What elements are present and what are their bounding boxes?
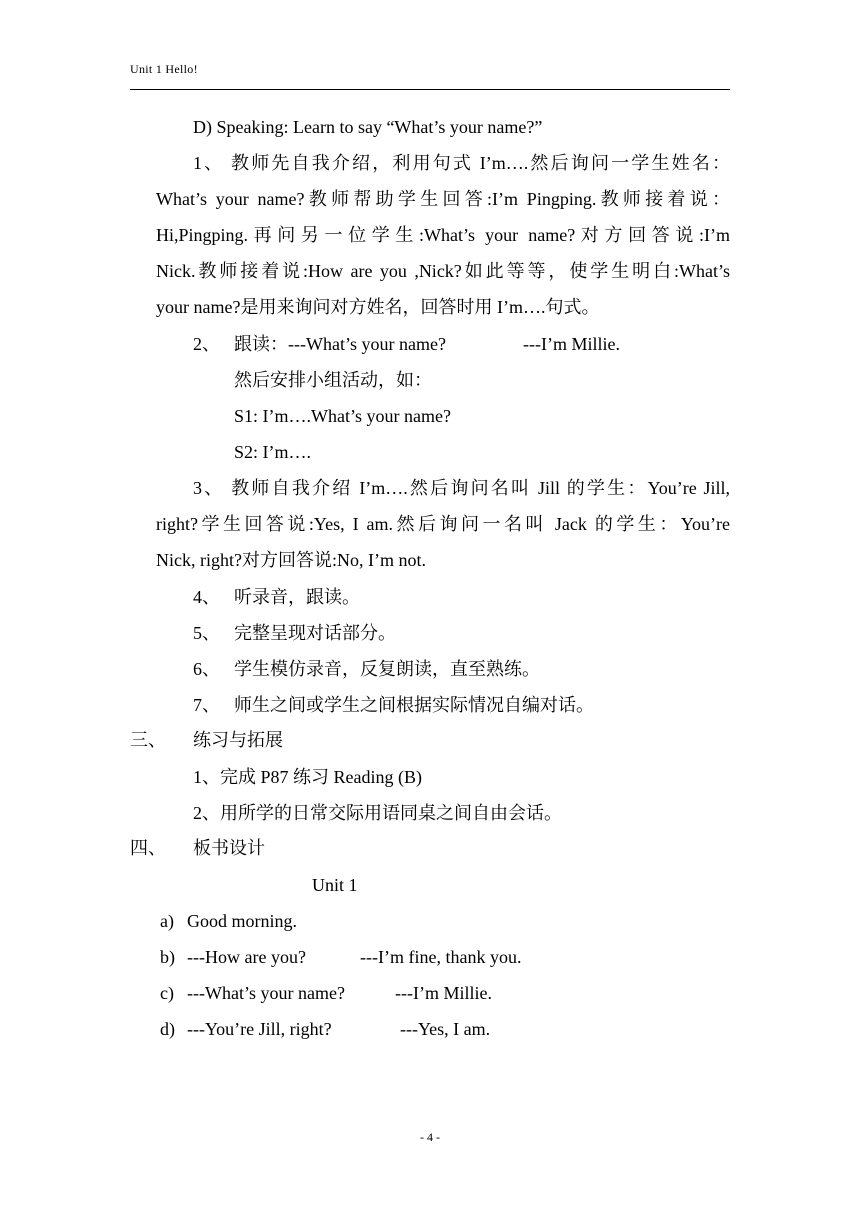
item7-number: 7、 <box>193 695 220 715</box>
item6-number: 6、 <box>193 659 220 679</box>
item4-number: 4、 <box>193 587 220 607</box>
item1-line5: your name?是用来询问对方姓名，回答时用 I’m….句式。 <box>156 297 600 317</box>
item1-line4: Nick.教师接着说:How are you ,Nick?如此等等，使学生明白:What’s <box>156 261 730 281</box>
speaking-heading: D) Speaking: Learn to say “What’s your name?” <box>193 117 543 137</box>
item1-line3: Hi,Pingping.再问另一位学生:What’s your name?对方回答说:I’m <box>156 225 730 245</box>
item5-text: 完整呈现对话部分。 <box>234 623 396 643</box>
item3-line3: Nick, right?对方回答说:No, I’m not. <box>156 550 426 570</box>
section3-number: 三、 <box>130 730 166 751</box>
item2-text: 跟读：---What’s your name? <box>234 334 446 354</box>
item3-line2: right?学生回答说:Yes, I am.然后询问一名叫 Jack 的学生：You’re <box>156 514 730 534</box>
page-number: - 4 - <box>420 1130 440 1144</box>
board-item-question: ---What’s your name? <box>187 983 345 1003</box>
board-item-answer: ---I’m fine, thank you. <box>360 947 522 967</box>
item2-sub-line3: S2: I’m…. <box>234 442 312 462</box>
item2-number: 2、 <box>193 334 220 354</box>
item2-sub-line1: 然后安排小组活动，如： <box>234 370 432 390</box>
board-item-question: ---You’re Jill, right? <box>187 1019 332 1039</box>
item6-text: 学生模仿录音，反复朗读，直至熟练。 <box>234 659 540 679</box>
board-item-answer: ---Yes, I am. <box>400 1019 491 1039</box>
board-item-answer: ---I’m Millie. <box>395 983 492 1003</box>
board-item-question: ---How are you? <box>187 947 306 967</box>
section3-item2: 2、用所学的日常交际用语同桌之间自由会话。 <box>193 803 562 823</box>
board-item-question: Good morning. <box>187 911 297 931</box>
item5-number: 5、 <box>193 623 220 643</box>
board-item-label: d) <box>160 1019 175 1039</box>
board-item-label: b) <box>160 947 175 967</box>
board-item-label: c) <box>160 983 174 1003</box>
item1-line1: 1、 教师先自我介绍，利用句式 I’m….然后询问一学生姓名： <box>193 153 730 173</box>
board-title: Unit 1 <box>312 875 358 895</box>
item2-sub-line2: S1: I’m….What’s your name? <box>234 406 451 426</box>
item7-text: 师生之间或学生之间根据实际情况自编对话。 <box>234 695 594 715</box>
section4-title: 板书设计 <box>193 838 265 859</box>
section3-title: 练习与拓展 <box>193 730 283 751</box>
running-header: Unit 1 Hello! <box>130 62 198 76</box>
header-rule <box>130 89 730 90</box>
item3-line1: 3、 教师自我介绍 I’m….然后询问名叫 Jill 的学生：You’re Jill, <box>193 478 730 498</box>
item4-text: 听录音，跟读。 <box>234 587 360 607</box>
item1-line2: What’s your name?教师帮助学生回答:I’m Pingping.教师接着说： <box>156 189 730 209</box>
item2-reply: ---I’m Millie. <box>523 334 620 354</box>
section4-number: 四、 <box>130 838 166 859</box>
section3-item1: 1、完成 P87 练习 Reading (B) <box>193 767 422 787</box>
board-item-label: a) <box>160 911 174 931</box>
